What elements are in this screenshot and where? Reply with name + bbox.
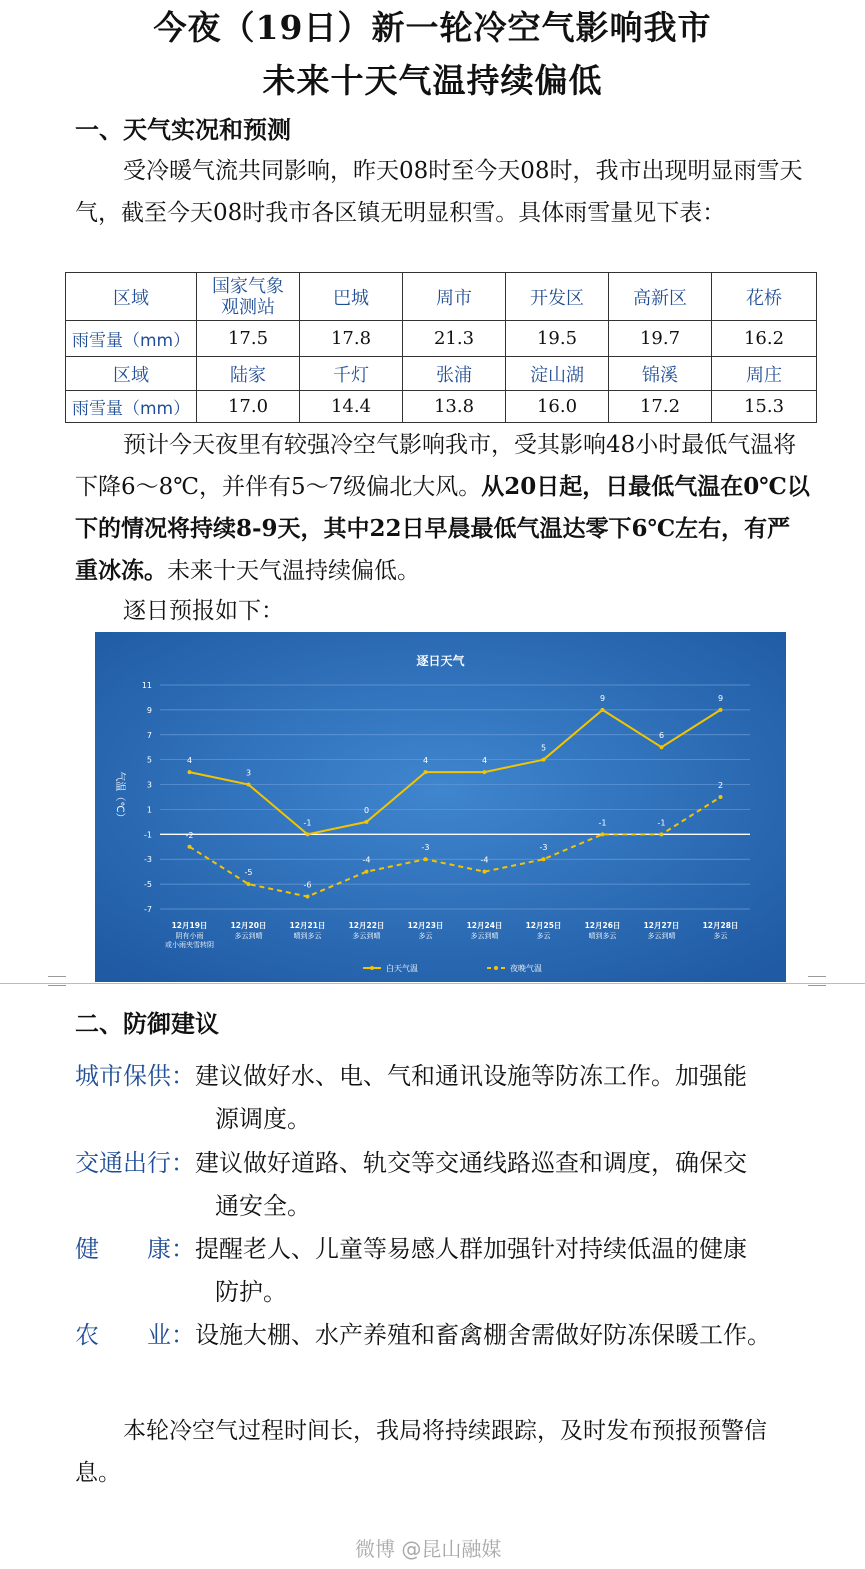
advice-text: 设施大棚、水产养殖和畜禽棚舍需做好防冻保暖工作。	[195, 1321, 771, 1349]
forecast-paragraph	[75, 424, 810, 592]
doc-title-line1: 今夜（19日）新一轮冷空气影响我市	[153, 8, 712, 47]
advice-text: 提醒老人、儿童等易感人群加强针对持续低温的健康	[195, 1235, 747, 1263]
page-divider	[0, 983, 865, 984]
data-label: 0	[363, 805, 370, 815]
closing-paragraph: 本轮冷空气过程时间长，我局将持续跟踪，及时发布预报预警信息。	[75, 1418, 767, 1486]
data-label: 3	[245, 768, 252, 778]
data-point	[542, 758, 546, 762]
table-cell: 19.5	[506, 321, 609, 357]
x-tick-date: 12月20日	[230, 921, 267, 930]
table-cell: 17.0	[197, 391, 300, 423]
table-cell: 16.2	[712, 321, 817, 357]
table-cell: 17.8	[300, 321, 403, 357]
legend-label: 夜晚气温	[510, 964, 542, 973]
table-cell: 19.7	[609, 321, 712, 357]
advice-item	[75, 1314, 815, 1357]
y-tick-label: 1	[146, 805, 152, 815]
advice-text: 建议做好水、电、气和通讯设施等防冻工作。加强能	[195, 1062, 747, 1090]
y-tick-label: 11	[141, 681, 152, 690]
data-point	[483, 870, 487, 874]
table-cell: 14.4	[300, 391, 403, 423]
data-label: 4	[186, 756, 193, 766]
x-tick-weather: 多云到晴	[352, 932, 381, 940]
data-point	[483, 770, 487, 774]
table-cell: 淀山湖	[506, 357, 609, 391]
data-label: -6	[303, 880, 312, 890]
x-tick-date: 12月24日	[466, 921, 503, 930]
section2-heading: 二、防御建议	[75, 1009, 219, 1038]
rain-table	[65, 272, 817, 423]
forecast-text-1: 预计今天夜里有较强冷空气影响我市，受其影响48小时最低气温将下降6～8℃，并伴有5～7级偏北大风。	[75, 432, 797, 500]
table-cell: 雨雪量（mm）	[66, 321, 197, 357]
advice-label: 城市保供：	[75, 1062, 195, 1090]
data-label: -1	[598, 818, 607, 828]
table-cell: 花桥	[712, 273, 817, 321]
section1-heading: 一、天气实况和预测	[75, 115, 291, 144]
data-label: 9	[599, 693, 606, 703]
y-tick-label: 9	[146, 705, 152, 715]
table-cell: 区域	[66, 273, 197, 321]
advice-label: 健 康：	[75, 1235, 195, 1263]
table-cell: 21.3	[403, 321, 506, 357]
x-tick-date: 12月26日	[584, 921, 621, 930]
data-label: 6	[658, 731, 665, 741]
y-tick-label: -5	[144, 880, 152, 890]
data-point	[424, 857, 428, 861]
x-tick-date: 12月27日	[643, 921, 680, 930]
table-row	[66, 273, 817, 321]
advice-text: 建议做好道路、轨交等交通线路巡查和调度，确保交	[195, 1149, 747, 1177]
daily-weather-chart	[95, 632, 786, 982]
table-cell: 周市	[403, 273, 506, 321]
table-cell: 15.3	[712, 391, 817, 423]
legend-marker	[370, 966, 374, 970]
table-cell: 高新区	[609, 273, 712, 321]
data-point	[188, 770, 192, 774]
table-cell: 17.5	[197, 321, 300, 357]
advice-label: 农 业：	[75, 1321, 195, 1349]
data-point	[601, 708, 605, 712]
y-axis-label: 气温（℃）	[114, 771, 125, 823]
forecast-text-2: 未来十天气温持续偏低。	[167, 558, 420, 584]
table-cell: 13.8	[403, 391, 506, 423]
data-label: 4	[481, 756, 488, 766]
table-cell: 张浦	[403, 357, 506, 391]
x-tick-weather: 阴有小雨	[175, 932, 204, 940]
table-cell: 国家气象 观测站	[197, 273, 300, 321]
data-label: -4	[480, 855, 489, 865]
x-tick-date: 12月25日	[525, 921, 562, 930]
x-tick-weather: 晴到多云	[588, 932, 617, 940]
advice-item	[75, 1142, 815, 1228]
x-tick-weather: 多云	[418, 932, 433, 940]
data-label: -1	[303, 818, 312, 828]
data-point	[719, 708, 723, 712]
data-label: -5	[244, 868, 253, 878]
x-tick-date: 12月28日	[702, 921, 739, 930]
y-tick-label: -7	[144, 905, 152, 914]
data-point	[247, 783, 251, 787]
x-tick-date: 12月19日	[171, 921, 208, 930]
forecast-text-bold: 从20日起，日最低气温在0℃以下的情况将持续8-9天，其中22日早晨最低气温达零下6℃左右，有严重冰冻。	[75, 473, 810, 584]
daily-forecast-label: 逐日预报如下：	[123, 598, 284, 624]
table-row	[66, 391, 817, 423]
data-point	[247, 882, 251, 886]
table-cell: 锦溪	[609, 357, 712, 391]
advice-item	[75, 1228, 815, 1314]
y-tick-label: 7	[146, 730, 152, 740]
data-point	[306, 832, 310, 836]
table-cell: 16.0	[506, 391, 609, 423]
data-point	[424, 770, 428, 774]
page-break-mark-right	[808, 976, 826, 986]
data-label: -4	[362, 855, 371, 865]
doc-title-line2: 未来十天气温持续偏低	[262, 61, 603, 100]
y-tick-label: -3	[144, 855, 152, 865]
chart-title: 逐日天气	[416, 654, 465, 668]
y-tick-label: -1	[144, 830, 152, 840]
table-cell: 开发区	[506, 273, 609, 321]
intro-paragraph: 受冷暖气流共同影响，昨天08时至今天08时，我市出现明显雨雪天气，截至今天08时我市各区镇无明显积雪。具体雨雪量见下表：	[75, 158, 803, 226]
data-point	[365, 820, 369, 824]
table-cell: 17.2	[609, 391, 712, 423]
x-tick-date: 12月23日	[407, 921, 444, 930]
data-point	[719, 795, 723, 799]
data-label: 2	[717, 781, 724, 790]
x-tick-weather: 多云到晴	[234, 932, 263, 940]
table-cell: 千灯	[300, 357, 403, 391]
data-label: -3	[421, 843, 430, 853]
legend-label: 白天气温	[386, 964, 418, 973]
x-tick-weather: 多云	[536, 932, 551, 940]
y-tick-label: 3	[146, 780, 152, 790]
x-tick-weather: 晴到多云	[293, 932, 322, 940]
x-tick-date: 12月22日	[348, 921, 385, 930]
page-break-mark-left	[48, 976, 66, 986]
data-label: -2	[185, 830, 194, 840]
data-point	[542, 857, 546, 861]
table-row	[66, 321, 817, 357]
x-tick-weather: 多云到晴	[647, 932, 676, 940]
advice-text-continued: 通安全。	[215, 1192, 311, 1220]
table-cell: 雨雪量（mm）	[66, 391, 197, 423]
advice-label: 交通出行：	[75, 1149, 195, 1177]
data-point	[188, 845, 192, 849]
table-cell: 陆家	[197, 357, 300, 391]
advice-item	[75, 1055, 815, 1141]
legend-marker	[494, 966, 498, 970]
data-point	[365, 870, 369, 874]
y-tick-label: 5	[146, 755, 152, 765]
table-cell: 区域	[66, 357, 197, 391]
data-point	[660, 832, 664, 836]
data-label: 4	[422, 756, 429, 766]
advice-text-continued: 防护。	[215, 1278, 287, 1306]
data-label: 5	[540, 743, 547, 753]
data-label: 9	[717, 693, 724, 703]
advice-text-continued: 源调度。	[215, 1105, 311, 1133]
table-cell: 周庄	[712, 357, 817, 391]
data-label: -3	[539, 843, 548, 853]
data-point	[660, 745, 664, 749]
x-tick-date: 12月21日	[289, 921, 326, 930]
table-row	[66, 357, 817, 391]
x-tick-weather: 多云到晴	[470, 932, 499, 940]
table-cell: 巴城	[300, 273, 403, 321]
x-tick-weather: 或小雨夹雪转阴	[165, 941, 214, 949]
data-point	[306, 895, 310, 899]
watermark: 微博 @昆山融媒	[355, 1537, 502, 1561]
x-tick-weather: 多云	[713, 932, 728, 940]
data-label: -1	[657, 818, 666, 828]
data-point	[601, 832, 605, 836]
